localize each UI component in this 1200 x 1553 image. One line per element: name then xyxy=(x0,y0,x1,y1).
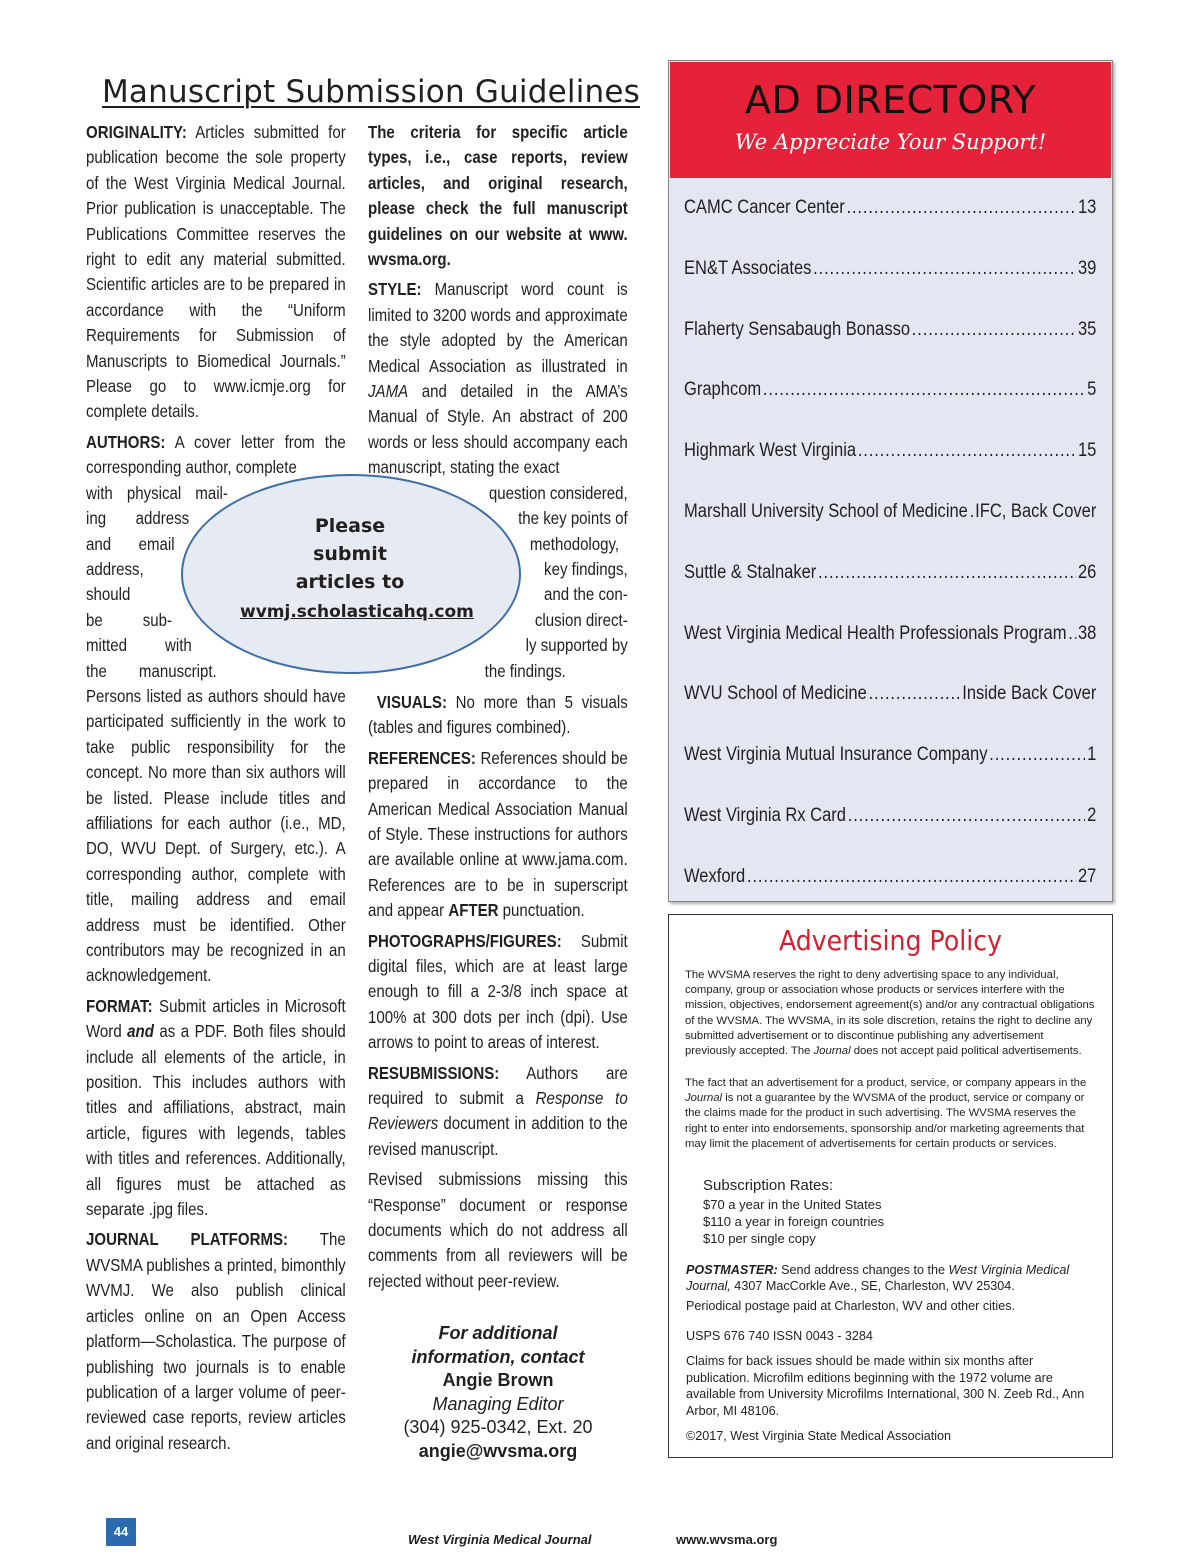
advertiser-name: West Virginia Medical Health Professionals Program xyxy=(684,622,1067,644)
advertiser-name: Graphcom xyxy=(684,379,762,401)
ad-directory-item xyxy=(684,683,1096,744)
subscription-rate: $10 per single copy xyxy=(703,1231,816,1246)
authors-line: be sub- xyxy=(86,609,172,630)
authors-line: ing address xyxy=(86,508,190,529)
policy-paragraph-1 xyxy=(685,968,1097,1059)
policy-p1-text-b: does not accept paid political advertisements. xyxy=(850,1045,1082,1058)
policy-p2-text-b: is not a guarantee by the WVSMA of the product, service or company or the claims made for the product in such advertising. The WVSMA reserves the right to enter into endorsements, sponsorship and/or marketing agreements that may limit the placement of advertisements for certain products or services. xyxy=(685,1092,1085,1150)
authors-section xyxy=(86,430,346,481)
authors-line: address, xyxy=(86,558,144,579)
originality-label: ORIGINALITY: xyxy=(86,122,187,142)
ad-directory-item xyxy=(684,319,1096,380)
ad-directory-item xyxy=(684,501,1096,562)
callout-line: Please xyxy=(314,515,386,537)
advertising-policy-title: Advertising Policy xyxy=(778,924,1003,957)
authors-line: with physical mail- xyxy=(86,482,228,503)
authors-text: A cover letter from the corresponding author, complete xyxy=(86,431,346,478)
contact-email[interactable]: angie@wvsma.org xyxy=(418,1440,578,1461)
style-text-b: and detailed in the AMA’s Manual of Style. An abstract of 200 words or less should accompany each manuscript, stating the exact xyxy=(368,381,628,478)
leader-dots xyxy=(848,805,1086,827)
ad-directory-subtitle: We Appreciate Your Support! xyxy=(734,130,1047,154)
postmaster-text xyxy=(686,1262,1098,1294)
authors-line: and email xyxy=(86,533,175,554)
copyright: ©2017, West Virginia State Medical Association xyxy=(686,1429,952,1443)
format-label: FORMAT: xyxy=(86,995,153,1016)
callout-line: submit xyxy=(313,543,387,565)
format-text-b: as a PDF. Both files should include all elements of the article, in position. This includes authors with titles and affiliations, abstract, main article, figures with legends, tables with titles and references. Additionally, all figures must be attached as separate .jpg files. xyxy=(86,1021,346,1220)
references-after: AFTER xyxy=(448,900,499,921)
ad-directory-title: AD DIRECTORY xyxy=(744,78,1037,122)
advertiser-name: Suttle & Stalnaker xyxy=(684,561,817,583)
advertiser-name: CAMC Cancer Center xyxy=(684,197,845,218)
contact-block xyxy=(368,1322,628,1463)
format-section xyxy=(86,994,346,1223)
leader-dots xyxy=(747,866,1076,888)
style-line: key findings, xyxy=(544,558,628,579)
originality-text: Articles submitted for publication become the sole property of the West Virginia Medical Journal. Prior publication is unacceptable. The Publications Committee reserves the right to edit any material submitted. Scientific articles are to be prepared in accordance with the “Uniform Requirements for Submission of Manuscripts to Biomedical Journals.” Please go to www.icmje.org for complete details. xyxy=(86,122,346,422)
contact-role: Managing Editor xyxy=(432,1393,564,1414)
contact-phone: (304) 925-0342, Ext. 20 xyxy=(403,1417,593,1437)
authors-line: mitted with xyxy=(86,635,192,656)
style-jama: JAMA xyxy=(368,381,409,402)
footer-journal-name: West Virginia Medical Journal xyxy=(408,1532,592,1547)
visuals-label: VISUALS: xyxy=(376,691,447,712)
advertiser-name: Marshall University School of Medicine xyxy=(684,500,968,522)
advertiser-name: Wexford xyxy=(684,865,746,887)
authors-line: should xyxy=(86,584,131,605)
ad-directory-item xyxy=(684,258,1096,319)
advertiser-page: 1 xyxy=(1087,744,1097,766)
page-number-badge: 44 xyxy=(106,1518,136,1546)
authors-line: the manuscript. xyxy=(86,660,217,681)
submit-callout-text xyxy=(240,512,460,596)
subscription-rates xyxy=(703,1196,884,1247)
photos-label: PHOTOGRAPHS/FIGURES: xyxy=(368,930,562,951)
advertiser-page: Inside Back Cover xyxy=(962,683,1097,705)
guidelines-column-right xyxy=(368,120,628,1299)
leader-dots xyxy=(989,744,1085,766)
ad-directory-item xyxy=(684,623,1096,684)
policy-paragraph-2 xyxy=(685,1076,1097,1152)
submission-link[interactable]: wvmj.scholasticahq.com xyxy=(240,602,474,622)
advertiser-page: 5 xyxy=(1087,379,1097,401)
style-line: the key points of xyxy=(518,508,628,529)
platforms-section xyxy=(86,1227,346,1456)
originality-section xyxy=(86,120,346,425)
subscription-title: Subscription Rates: xyxy=(703,1177,834,1194)
photos-text: Submit digital files, which are at least large enough to fill a 2-3/8 inch space at 100% at 300 dots per inch (dpi). Use arrows to point to areas of interest. xyxy=(368,930,628,1053)
advertiser-page: 13 xyxy=(1077,197,1097,218)
advertiser-name: West Virginia Rx Card xyxy=(684,804,846,826)
photos-section xyxy=(368,929,628,1056)
style-line: methodology, xyxy=(529,533,620,554)
leader-dots xyxy=(818,562,1076,584)
criteria-text: The criteria for specific article types, i.e., case reports, review articles, and original research, please check the full manuscript guidelines on our website at www. wvsma.org. xyxy=(368,122,628,270)
style-line: question considered, xyxy=(488,482,628,503)
advertiser-name: Highmark West Virginia xyxy=(684,440,857,462)
subscription-rate: $70 a year in the United States xyxy=(703,1197,882,1212)
platforms-text: The WVSMA publishes a printed, bimonthly WVMJ. We also publish clinical articles online on an Open Access platform—Scholastica. The purpose of publishing two journals is to enable publication of a larger volume of peer-reviewed case reports, review articles and original research. xyxy=(86,1229,346,1453)
references-section xyxy=(368,746,628,924)
leader-dots xyxy=(813,258,1076,280)
resubmissions-section xyxy=(368,1061,628,1163)
usps-issn: USPS 676 740 ISSN 0043 - 3284 xyxy=(686,1329,873,1343)
style-section xyxy=(368,277,628,480)
policy-p1-text: The WVSMA reserves the right to deny advertising space to any individual, company, group or association whose products or services interfere with the mission, objectives, endorsement agreement(s) and/or any contractual obligations of the WVSMA. The WVSMA, in its sole discretion, retains the right to decline any submitted advertisement or to discontinue publishing any advertisement previously accepted. The xyxy=(685,969,1095,1058)
leader-dots xyxy=(970,501,974,523)
leader-dots xyxy=(869,683,961,705)
ad-directory-item xyxy=(684,379,1096,440)
style-line: and the con- xyxy=(544,584,628,605)
advertiser-name: Flaherty Sensabaugh Bonasso xyxy=(684,318,911,340)
claims-text: Claims for back issues should be made within six months after publication. Microfilm editions beginning with the 1972 volume are available from University Microfilms International, 300 N. Zeeb Rd., Ann Arbor, MI 48106. xyxy=(686,1354,1085,1418)
periodical-postage: Periodical postage paid at Charleston, WV and other cities. xyxy=(686,1299,1016,1313)
style-text: Manuscript word count is limited to 3200 words and approximate the style adopted by the American Medical Association as illustrated in xyxy=(368,279,628,376)
visuals-text: No more than 5 visuals (tables and figures combined). xyxy=(368,691,628,738)
style-line: clusion direct- xyxy=(534,609,628,630)
style-line: the findings. xyxy=(484,660,566,681)
guidelines-column-left xyxy=(86,120,346,1461)
format-text: Submit articles in Microsoft Word xyxy=(86,995,346,1042)
leader-dots xyxy=(858,440,1076,462)
subscription-rate: $110 a year in foreign countries xyxy=(703,1214,885,1229)
ad-directory-list xyxy=(684,197,1096,927)
policy-p2-text: The fact that an advertisement for a product, service, or company appears in the xyxy=(685,1077,1087,1089)
ad-directory-item xyxy=(684,440,1096,501)
advertiser-page: 38 xyxy=(1077,622,1097,644)
leader-dots xyxy=(1068,623,1076,645)
advertiser-page: 35 xyxy=(1077,318,1097,340)
advertiser-page: 27 xyxy=(1077,865,1097,887)
footer-url[interactable]: www.wvsma.org xyxy=(676,1532,778,1547)
page-title: Manuscript Submission Guidelines xyxy=(101,74,640,110)
style-line: ly supported by xyxy=(525,635,628,656)
policy-p1-journal: Journal xyxy=(813,1045,851,1058)
postmaster-text-a: Send address changes to the xyxy=(777,1263,949,1277)
postmaster-label: POSTMASTER: xyxy=(686,1263,778,1277)
revised-text: Revised submissions missing this “Response” document or response documents which do not address all comments from all reviewers will be rejected without peer-review. xyxy=(368,1169,628,1291)
postmaster-journal: West Virginia Medical Journal, xyxy=(686,1263,1070,1293)
references-text-b: punctuation. xyxy=(498,900,585,921)
ad-directory-item xyxy=(684,562,1096,623)
visuals-section xyxy=(368,690,628,741)
advertiser-page: 2 xyxy=(1087,804,1097,826)
advertiser-name: EN&T Associates xyxy=(684,257,812,279)
policy-p2-journal: Journal xyxy=(685,1092,723,1105)
ad-directory-item xyxy=(684,805,1096,866)
advertiser-page: 26 xyxy=(1077,561,1097,583)
format-and: and xyxy=(127,1021,154,1042)
advertiser-name: West Virginia Mutual Insurance Company xyxy=(684,744,988,766)
leader-dots xyxy=(912,319,1076,341)
platforms-label: JOURNAL PLATFORMS: xyxy=(86,1229,289,1250)
contact-name: Angie Brown xyxy=(442,1370,554,1390)
advertiser-page: 15 xyxy=(1077,440,1097,462)
advertiser-page: IFC, Back Cover xyxy=(975,500,1097,522)
advertiser-name: WVU School of Medicine xyxy=(684,683,867,705)
advertiser-page: 39 xyxy=(1077,257,1097,279)
resubmissions-text-b: document in addition to the revised manuscript. xyxy=(368,1113,628,1159)
callout-line: articles to xyxy=(295,571,405,593)
contact-line-1: For additional xyxy=(438,1323,558,1343)
authors-label: AUTHORS: xyxy=(86,431,166,452)
leader-dots xyxy=(763,379,1086,401)
style-label: STYLE: xyxy=(368,279,422,300)
leader-dots xyxy=(846,197,1076,219)
postmaster-text-b: 4307 MacCorkle Ave., SE, Charleston, WV 25304. xyxy=(730,1279,1015,1293)
ad-directory-item xyxy=(684,197,1096,258)
resubmissions-text: Authors are required to submit a xyxy=(368,1062,628,1109)
resubmissions-label: RESUBMISSIONS: xyxy=(368,1062,500,1083)
ad-directory-item xyxy=(684,744,1096,805)
references-text: References should be prepared in accordance to the American Medical Association Manual of Style. These instructions for authors are available online at www.jama.com. References are to be in superscript and appear xyxy=(368,747,628,921)
references-label: REFERENCES: xyxy=(368,747,476,768)
resubmissions-italic: Response to Reviewers xyxy=(368,1088,628,1134)
authors-text-continued: Persons listed as authors should have participated sufficiently in the work to take public responsibility for the concept. No more than six authors will be listed. Please include titles and affiliations for each author (i.e., MD, DO, WVU Dept. of Surgery, etc.). A corresponding author, complete with title, mailing address and email address must be identified. Other contributors may be recognized in an acknowledgement. xyxy=(86,685,346,986)
contact-line-2: information, contact xyxy=(411,1346,585,1367)
